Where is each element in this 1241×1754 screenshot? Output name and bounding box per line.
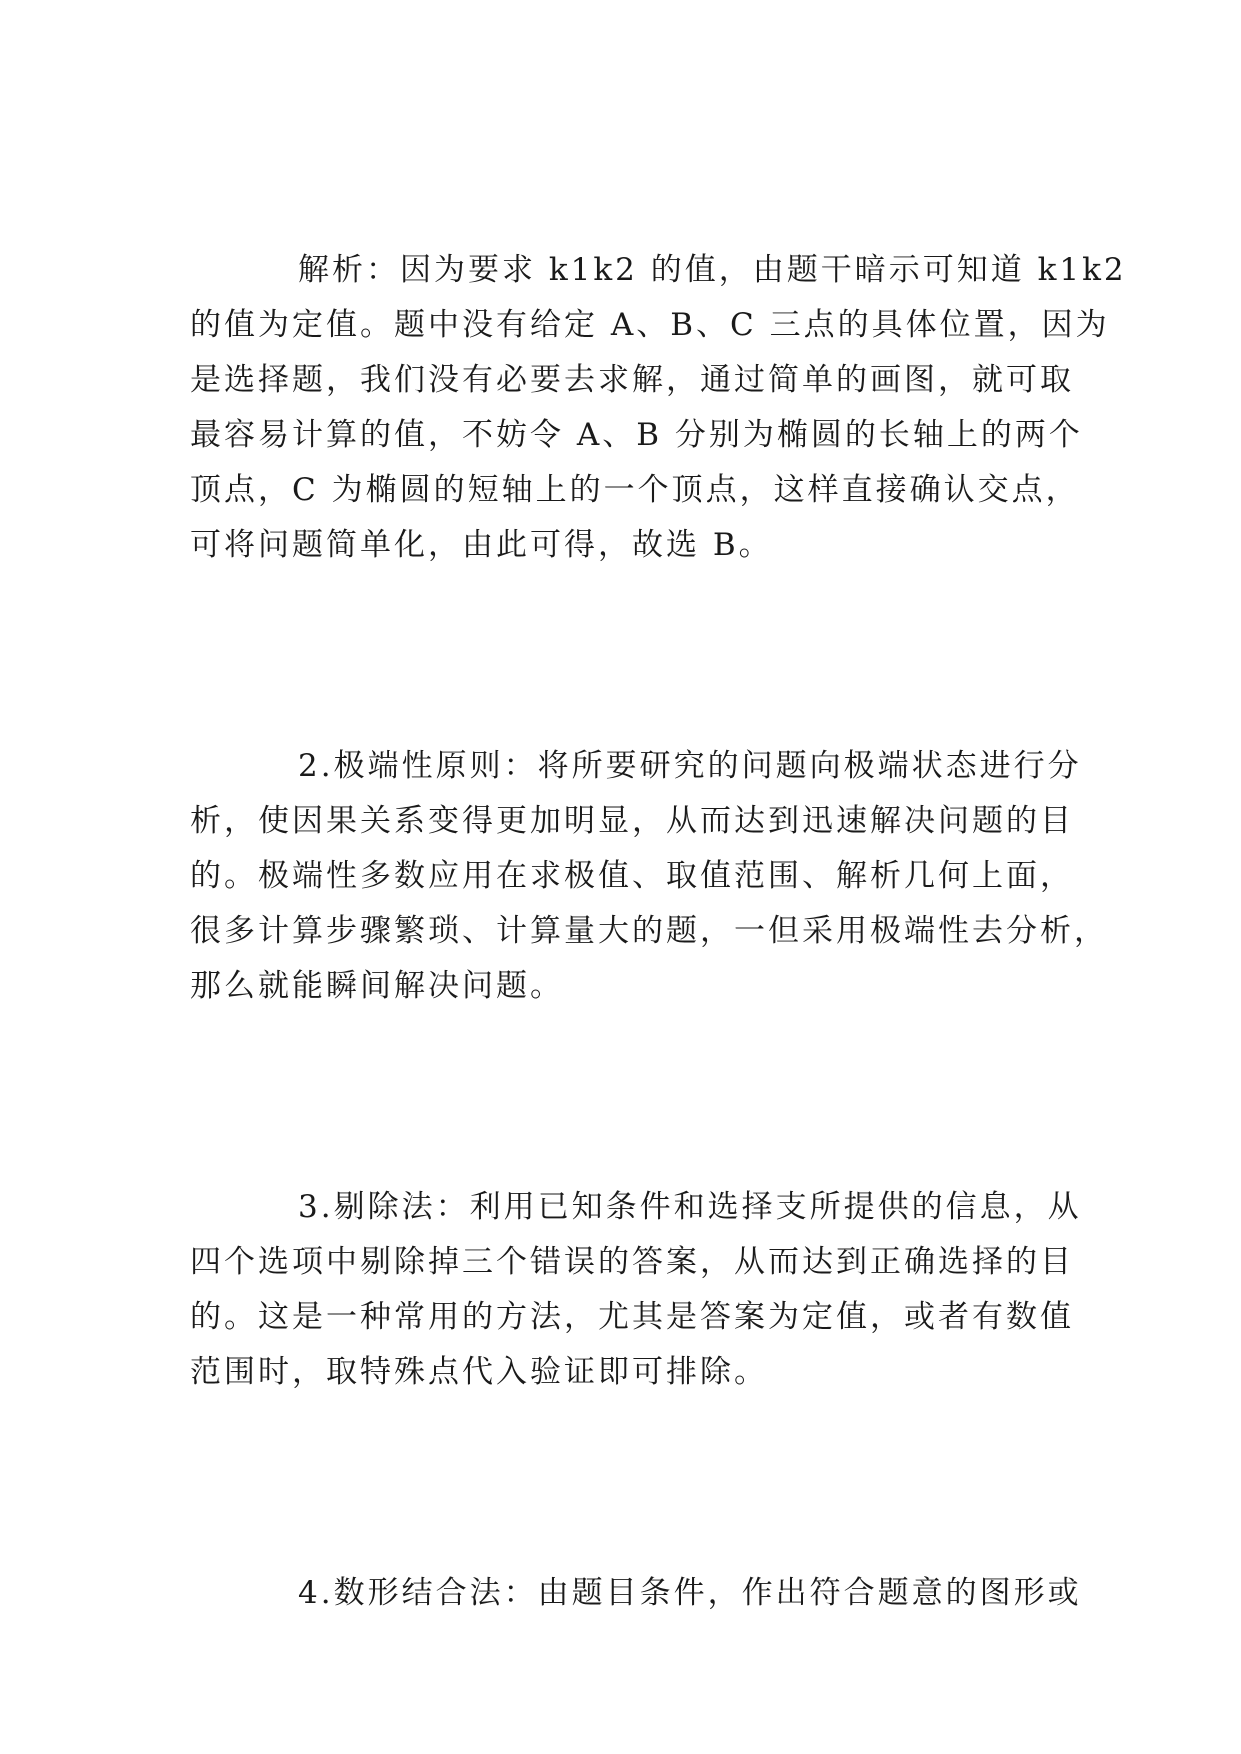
paragraph-line: 可将问题简单化，由此可得，故选 B。	[190, 527, 773, 563]
paragraph-line: 解析：因为要求 k1k2 的值，由题干暗示可知道 k1k2	[298, 252, 1127, 288]
paragraph-line: 很多计算步骤繁琐、计算量大的题，一但采用极端性去分析，	[190, 913, 1108, 949]
paragraph-line: 范围时，取特殊点代入验证即可排除。	[190, 1354, 768, 1390]
paragraph-line: 4.数形结合法：由题目条件，作出符合题意的图形或	[298, 1575, 1082, 1611]
paragraph-line: 四个选项中剔除掉三个错误的答案，从而达到正确选择的目	[190, 1244, 1074, 1280]
paragraph-line: 顶点，C 为椭圆的短轴上的一个顶点，这样直接确认交点，	[190, 472, 1080, 508]
paragraph-line: 是选择题，我们没有必要去求解，通过简单的画图，就可取	[190, 362, 1074, 398]
paragraph-line: 的值为定值。题中没有给定 A、B、C 三点的具体位置，因为	[190, 307, 1110, 343]
paragraph-line: 2.极端性原则：将所要研究的问题向极端状态进行分	[298, 748, 1082, 784]
paragraph-line: 的。极端性多数应用在求极值、取值范围、解析几何上面，	[190, 858, 1074, 894]
paragraph-line: 那么就能瞬间解决问题。	[190, 968, 564, 1004]
paragraph-line: 3.剔除法：利用已知条件和选择支所提供的信息，从	[298, 1189, 1082, 1225]
paragraph-line: 最容易计算的值，不妨令 A、B 分别为椭圆的长轴上的两个	[190, 417, 1083, 453]
paragraph-line: 的。这是一种常用的方法，尤其是答案为定值，或者有数值	[190, 1299, 1074, 1335]
paragraph-line: 析，使因果关系变得更加明显，从而达到迅速解决问题的目	[190, 803, 1074, 839]
